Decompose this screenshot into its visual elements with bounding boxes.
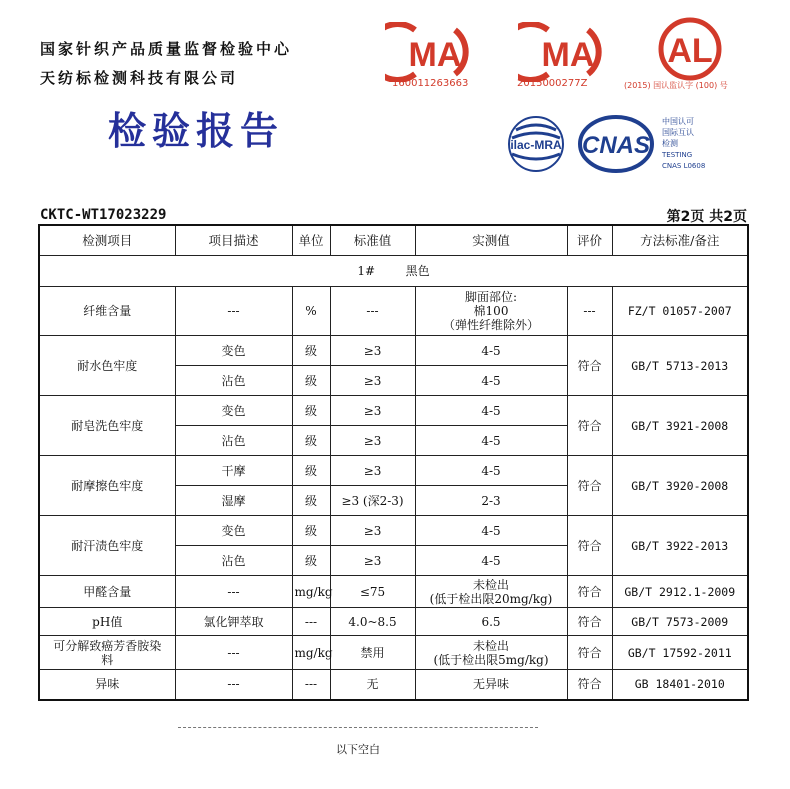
sample-row	[39, 256, 748, 287]
cell-result: 4-5	[415, 546, 567, 576]
cell-std: ≥3	[330, 456, 415, 486]
report-title: 检验报告	[108, 108, 285, 153]
result-line: 未检出	[472, 577, 509, 592]
cell-eval: 符合	[567, 456, 612, 516]
table-row	[39, 287, 748, 336]
cell-item: 耐汗渍色牢度	[39, 516, 175, 576]
cell-method: GB/T 3921-2008	[612, 396, 748, 456]
cell-desc: 沾色	[175, 426, 292, 456]
cell-method: GB 18401-2010	[612, 670, 748, 700]
cnas-text: CNAS	[581, 132, 651, 159]
cell-eval: 符合	[567, 576, 612, 608]
cell-result: 4-5	[415, 336, 567, 366]
table-row	[39, 336, 748, 366]
cell-result: 4-5	[415, 456, 567, 486]
cell-desc: 湿摩	[175, 486, 292, 516]
separator-line	[178, 727, 538, 728]
cell-std: 4.0~8.5	[330, 608, 415, 636]
cal-stamp-text: AL	[667, 32, 713, 70]
table-row	[39, 456, 748, 486]
cell-std: 无	[330, 670, 415, 700]
cell-unit: mg/kg	[292, 576, 330, 608]
cell-std: ≥3 (深2-3)	[330, 486, 415, 516]
cell-item	[39, 636, 175, 670]
cell-unit: 级	[292, 456, 330, 486]
table-row	[39, 636, 748, 670]
cell-eval: 符合	[567, 396, 612, 456]
cell-method: GB/T 3920-2008	[612, 456, 748, 516]
report-number: CKTC-WT17023229	[40, 207, 167, 223]
cell-std: 禁用	[330, 636, 415, 670]
cell-desc: 氯化钾萃取	[175, 608, 292, 636]
cell-result: 无异味	[415, 670, 567, 700]
header-eval: 评价	[567, 225, 612, 256]
cell-item: 异味	[39, 670, 175, 700]
header-desc: 项目描述	[175, 225, 292, 256]
cell-method: GB/T 5713-2013	[612, 336, 748, 396]
header-unit: 单位	[292, 225, 330, 256]
header-item: 检测项目	[39, 225, 175, 256]
table-row	[39, 608, 748, 636]
cell-eval: 符合	[567, 670, 612, 700]
cell-unit: 级	[292, 366, 330, 396]
cell-result: 6.5	[415, 608, 567, 636]
cnas-line-1: 中国认可	[662, 117, 694, 126]
cma-stamp-1-icon	[385, 22, 485, 82]
item-line: 可分解致癌芳香胺染	[53, 638, 162, 653]
cnas-logo-icon	[578, 112, 743, 176]
header-method: 方法标准/备注	[612, 225, 748, 256]
ilac-mra-logo-icon	[498, 114, 574, 174]
cell-item: pH值	[39, 608, 175, 636]
cell-result	[415, 636, 567, 670]
sample-label: 1# 黑色	[39, 256, 748, 287]
cell-eval: 符合	[567, 636, 612, 670]
cal-number: (2015) 国认监认字 (100) 号	[624, 81, 728, 90]
header-std: 标准值	[330, 225, 415, 256]
cell-eval: 符合	[567, 516, 612, 576]
cell-std: ≥3	[330, 396, 415, 426]
cell-unit: ---	[292, 670, 330, 700]
cell-result: 2-3	[415, 486, 567, 516]
organization-name-line1: 国家针织产品质量监督检验中心	[40, 40, 293, 58]
cell-unit: 级	[292, 396, 330, 426]
table-header-row	[39, 225, 748, 256]
blank-below-note: 以下空白	[336, 743, 380, 756]
cell-item: 耐水色牢度	[39, 336, 175, 396]
table-row	[39, 396, 748, 426]
cma-stamp-2-icon	[518, 22, 618, 82]
cell-result	[415, 287, 567, 336]
table-row	[39, 516, 748, 546]
cell-desc: 变色	[175, 336, 292, 366]
cell-desc: ---	[175, 636, 292, 670]
cell-unit: 级	[292, 426, 330, 456]
cell-item: 耐摩擦色牢度	[39, 456, 175, 516]
page-indicator: 第2页 共2页	[666, 209, 747, 225]
cell-desc: 变色	[175, 516, 292, 546]
cell-std: ≥3	[330, 516, 415, 546]
cma-number-1: 160011263663	[392, 78, 469, 89]
ilac-mra-text: ilac-MRA	[510, 138, 562, 152]
cnas-line-2: 国际互认	[662, 128, 694, 137]
cell-desc: ---	[175, 576, 292, 608]
cell-std: ≥3	[330, 546, 415, 576]
cell-unit: %	[292, 287, 330, 336]
cell-unit: ---	[292, 608, 330, 636]
cell-result: 4-5	[415, 366, 567, 396]
cell-eval: 符合	[567, 336, 612, 396]
cell-item: 耐皂洗色牢度	[39, 396, 175, 456]
cell-std: ≥3	[330, 366, 415, 396]
table-row	[39, 576, 748, 608]
result-line: (低于检出限5mg/kg)	[433, 652, 549, 667]
cma-stamp-2-text: MA	[541, 36, 595, 74]
cnas-line-3: 检测	[662, 139, 678, 148]
result-line: （弹性纤维除外）	[442, 318, 539, 332]
cell-desc: ---	[175, 670, 292, 700]
inspection-table	[38, 224, 749, 701]
cell-desc: 沾色	[175, 366, 292, 396]
result-line: 脚面部位:	[464, 290, 518, 304]
cell-desc: ---	[175, 287, 292, 336]
cell-result	[415, 576, 567, 608]
cell-result: 4-5	[415, 426, 567, 456]
cell-item: 甲醛含量	[39, 576, 175, 608]
item-line: 料	[101, 652, 114, 667]
cnas-line-4: TESTING	[662, 151, 693, 159]
result-line: 棉100	[473, 304, 509, 318]
cnas-line-5: CNAS L0608	[662, 162, 706, 170]
result-line: 未检出	[472, 638, 509, 653]
table-row	[39, 670, 748, 700]
cell-method: GB/T 17592-2011	[612, 636, 748, 670]
cell-desc: 变色	[175, 396, 292, 426]
cell-desc: 沾色	[175, 546, 292, 576]
cell-unit: 级	[292, 516, 330, 546]
cell-method: FZ/T 01057-2007	[612, 287, 748, 336]
cell-unit: 级	[292, 546, 330, 576]
cell-std: ---	[330, 287, 415, 336]
cell-eval: ---	[567, 287, 612, 336]
cell-result: 4-5	[415, 396, 567, 426]
cal-stamp-icon	[650, 16, 730, 82]
cell-std: ≤75	[330, 576, 415, 608]
header-result: 实测值	[415, 225, 567, 256]
cell-desc: 干摩	[175, 456, 292, 486]
cell-item: 纤维含量	[39, 287, 175, 336]
cell-result: 4-5	[415, 516, 567, 546]
result-line: (低于检出限20mg/kg)	[429, 591, 553, 606]
cell-std: ≥3	[330, 336, 415, 366]
cell-method: GB/T 7573-2009	[612, 608, 748, 636]
cell-method: GB/T 2912.1-2009	[612, 576, 748, 608]
cell-unit: mg/kg	[292, 636, 330, 670]
cell-std: ≥3	[330, 426, 415, 456]
organization-name-line2: 天纺标检测科技有限公司	[40, 69, 239, 87]
cell-method: GB/T 3922-2013	[612, 516, 748, 576]
cell-eval: 符合	[567, 608, 612, 636]
cell-unit: 级	[292, 336, 330, 366]
cma-number-2: 2015000277Z	[517, 78, 588, 89]
cma-stamp-1-text: MA	[408, 36, 462, 74]
cell-unit: 级	[292, 486, 330, 516]
